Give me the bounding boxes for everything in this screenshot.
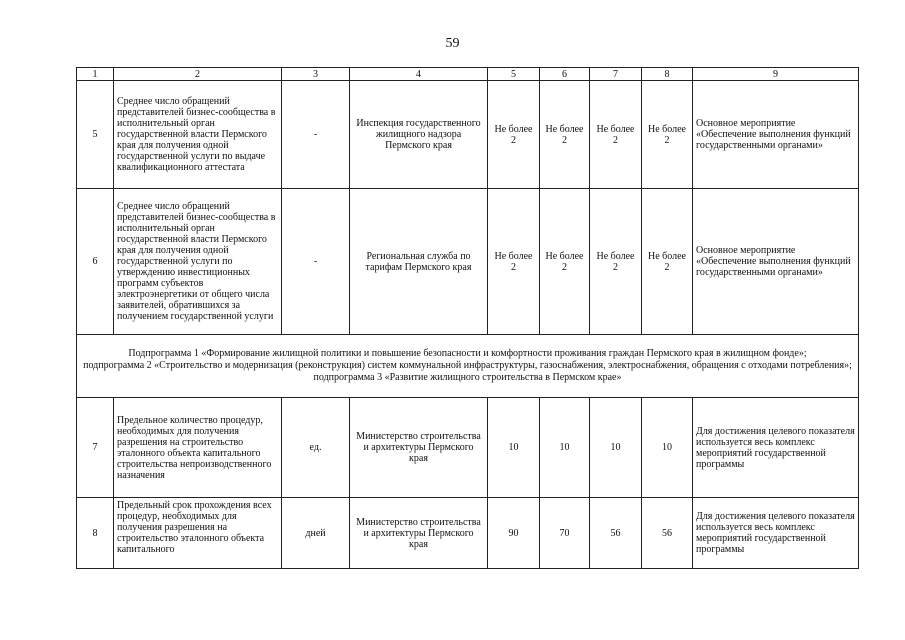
- value-cell: Не более 2: [540, 189, 590, 335]
- table-row: [77, 398, 859, 498]
- column-number: 7: [590, 68, 642, 81]
- subprogram-line: Подпрограмма 1 «Формирование жилищной политики и повышение безопасности и комфортности проживания граждан Пермского края в жилищном фонде»;: [128, 348, 807, 359]
- measure-cell: Для достижения целевого показателя используется весь комплекс мероприятий государственной программы: [693, 398, 859, 498]
- column-number: 3: [282, 68, 350, 81]
- column-number: 8: [642, 68, 693, 81]
- row-number: 6: [77, 189, 114, 335]
- value-cell: Не более 2: [488, 189, 540, 335]
- value-cell: Не более 2: [642, 189, 693, 335]
- column-number: 6: [540, 68, 590, 81]
- executor-cell: Министерство строительства и архитектуры Пермского края: [350, 398, 488, 498]
- measure-cell: Основное мероприятие «Обеспечение выполнения функций государственными органами»: [693, 189, 859, 335]
- indicator-name: Предельный срок прохождения всех процедур, необходимых для получения разрешения на строительство эталонного объекта капитального: [114, 498, 282, 569]
- column-number: 5: [488, 68, 540, 81]
- value-cell: 56: [590, 498, 642, 569]
- column-number-row: [77, 68, 859, 81]
- value-cell: 10: [488, 398, 540, 498]
- executor-cell: Региональная служба по тарифам Пермского края: [350, 189, 488, 335]
- executor-cell: Министерство строительства и архитектуры Пермского края: [350, 498, 488, 569]
- value-cell: Не более 2: [540, 81, 590, 189]
- value-cell: Не более 2: [488, 81, 540, 189]
- subprogram-cell: [77, 335, 859, 398]
- subprogram-line: подпрограмма 3 «Развитие жилищного строительства в Пермском крае»: [313, 372, 622, 383]
- table-row: [77, 189, 859, 335]
- unit-cell: -: [282, 81, 350, 189]
- table-row: [77, 498, 859, 569]
- indicator-name: Предельное количество процедур, необходимых для получения разрешения на строительство эталонного объекта капитального строительства непроизводственного назначения: [114, 398, 282, 498]
- indicator-name: Среднее число обращений представителей бизнес-сообщества в исполнительный орган государственной власти Пермского края для получения одной государственной услуги по выдаче квалификационного аттестата: [114, 81, 282, 189]
- page-number: 59: [445, 36, 460, 51]
- value-cell: 10: [642, 398, 693, 498]
- unit-cell: -: [282, 189, 350, 335]
- unit-cell: дней: [282, 498, 350, 569]
- indicator-name: Среднее число обращений представителей бизнес-сообщества в исполнительный орган государственной власти Пермского края для получения одной государственной услуги по утверждению инвестиционных программ субъектов электроэнергетики от общего числа заявителей, обратившихся за получением государственной услуги: [114, 189, 282, 335]
- subprogram-row: [77, 335, 859, 398]
- value-cell: 56: [642, 498, 693, 569]
- row-number: 5: [77, 81, 114, 189]
- value-cell: Не более 2: [642, 81, 693, 189]
- column-number: 2: [114, 68, 282, 81]
- row-number: 8: [77, 498, 114, 569]
- row-number: 7: [77, 398, 114, 498]
- value-cell: 90: [488, 498, 540, 569]
- value-cell: Не более 2: [590, 189, 642, 335]
- measure-cell: Основное мероприятие «Обеспечение выполнения функций государственными органами»: [693, 81, 859, 189]
- measure-cell: Для достижения целевого показателя используется весь комплекс мероприятий государственной программы: [693, 498, 859, 569]
- column-number: 1: [77, 68, 114, 81]
- subprogram-line: подпрограмма 2 «Строительство и модернизация (реконструкция) систем коммунальной инфраструктуры, газоснабжения, электроснабжения, обращения с отходами потребления»;: [83, 360, 852, 371]
- value-cell: 10: [590, 398, 642, 498]
- column-number: 9: [693, 68, 859, 81]
- value-cell: 70: [540, 498, 590, 569]
- executor-cell: Инспекция государственного жилищного надзора Пермского края: [350, 81, 488, 189]
- column-number: 4: [350, 68, 488, 81]
- unit-cell: ед.: [282, 398, 350, 498]
- indicators-table: [76, 67, 859, 569]
- value-cell: Не более 2: [590, 81, 642, 189]
- value-cell: 10: [540, 398, 590, 498]
- table-row: [77, 81, 859, 189]
